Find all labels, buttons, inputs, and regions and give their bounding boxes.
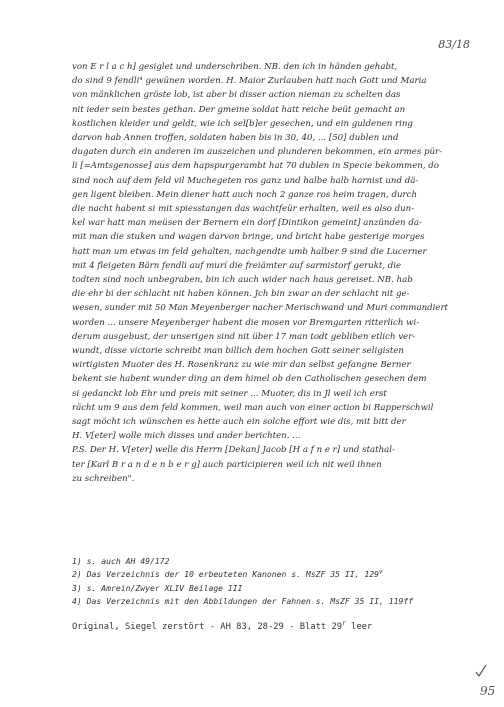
text-line: wirtigisten Muoter des H. Rosenkranz zu wie mir dan selbst gefangne Berner	[72, 360, 411, 371]
text-line: worden ... unsere Meyenberger habent die mosen vor Bremgarten ritterlich wi-	[72, 317, 420, 328]
footnote	[72, 595, 472, 608]
text-line: die nacht habent si mit spiesstangen das wachtfeür erhalten, weil es also dun-	[72, 204, 415, 215]
text-line: do sind 9 fendli⁴ gewünen worden. H. Maior Zurlauben hatt nach Gott und Maria	[72, 76, 427, 87]
margin-handwritten-number: 95	[480, 684, 496, 698]
text-line: wundt, disse victorie schreibt man billich dem hochen Gott seiner seligisten	[72, 346, 404, 357]
text-line: sind noch auf dem feld vil Muchegeten ros ganz und halbe halb harnist und dä-	[72, 175, 419, 186]
text-line: ter [Karl B r a n d e n b e r g] auch participieren weil ich nit weil ihnen	[72, 459, 382, 470]
text-line: mit man die stuken und wagen darvon bringe, und bricht habe gesterige morges	[72, 232, 425, 243]
footer-text: Original, Siegel zerstört - AH 83, 28-29 - Blatt 29	[72, 622, 343, 632]
footnote-text: 3) s. Amrein/Zwyer XLIV Beilage III	[72, 582, 243, 593]
text-line: P.S. Der H. V[eter] welle dis Herrn [Dekan] Jacob [H a f n e r] und stathal-	[72, 445, 395, 456]
text-line: sagt möcht ich wünschen es hette auch ein solche effort wie dis, mit bitt der	[72, 417, 406, 428]
text-line: si gedanckt lob Ehr und preis mit seiner ... Muoter, dis in Jl weil ich erst	[72, 388, 387, 399]
check-mark-icon	[475, 664, 487, 678]
text-line: derum ausgebust, der unserigen sind nit über 17 man todt gebliben etlich ver-	[72, 331, 416, 342]
text-line: hatt man um etwas im feld gehalten, nachgendte umb halber 9 sind die Lucerner	[72, 246, 427, 257]
text-line: rächt um 9 aus dem feld kommen, weil man auch von einer action bi Rapperschwil	[72, 402, 434, 413]
footnote-text: 2) Das Verzeichnis der 10 erbeuteten Kanonen s. MsZF 35 II, 129	[72, 569, 379, 580]
footnote-superscript: v	[379, 568, 383, 576]
text-line: kel war hatt man meüsen der Bernern ein dorf [Dintikon gemeint] anzünden da-	[72, 218, 422, 229]
footnote	[72, 582, 472, 595]
text-line: li [=Amtsgenosse] aus dem hapspurgerambt hat 70 dublen in Specie bekommen, do	[72, 161, 439, 172]
text-line: gen ligent bleiben. Mein diener hatt auch noch 2 ganze ros heim tragen, durch	[72, 189, 417, 200]
footnote	[72, 555, 472, 568]
footer-suffix: leer	[345, 622, 373, 632]
text-line: von E r l a c h] gesiglet und underschriben. NB. den ich in händen gehabt,	[72, 62, 398, 72]
text-line: darvon hab Annen troffen, soldaten haben bis in 30, 40, ... [50] dublen und	[72, 133, 399, 144]
text-line: nit ieder sein bestes gethan. Der gmeine soldat hatt reiche beüt gemacht an	[72, 104, 406, 115]
text-line: dugaten durch ein anderen im auszeichen und plunderen bekommen, ein armes pür-	[72, 147, 443, 158]
text-line: todten sind noch unbegraben, bin ich auch wider nach haus gereiset. NB. hab	[72, 275, 413, 286]
text-line: bekent sie habent wunder ding an dem himel ob den Catholischen gesechen dem	[72, 374, 427, 385]
text-line: zu schreiben".	[72, 473, 135, 484]
letter-body	[72, 60, 468, 486]
source-footer	[72, 621, 472, 633]
text-line: H. V[eter] wolle mich disses und ander berichten. ...	[72, 431, 301, 442]
text-line: wesen, sunder mit 50 Man Meyenberger nacher Merischwand und Muri commandiert	[72, 303, 449, 314]
page-number: 83/18	[438, 38, 470, 51]
footnotes	[72, 555, 472, 609]
footnote	[72, 568, 472, 581]
footnote-text: 4) Das Verzeichnis mit den Abbildungen der Fahnen s. MsZF 35 II, 119ff	[72, 596, 414, 607]
text-line: kostlichen kleider und geldt, wie ich sel[b]er gesechen, und ein guldenen ring	[72, 118, 413, 129]
text-line: von mänklichen gröste lob, ist aber bi disser action nieman zu schelten das	[72, 90, 401, 101]
footnote-text: 1) s. auch AH 49/172	[72, 556, 170, 566]
text-line: die ehr bi der schlacht nit haben können. Jch bin zwar an der schlacht nit ge-	[72, 289, 410, 300]
text-line: mit 4 fleigeten Bärn fendli auf murí die freiämter auf sarmistorf gerukt, die	[72, 260, 402, 271]
footer-superscript: r	[342, 620, 346, 628]
